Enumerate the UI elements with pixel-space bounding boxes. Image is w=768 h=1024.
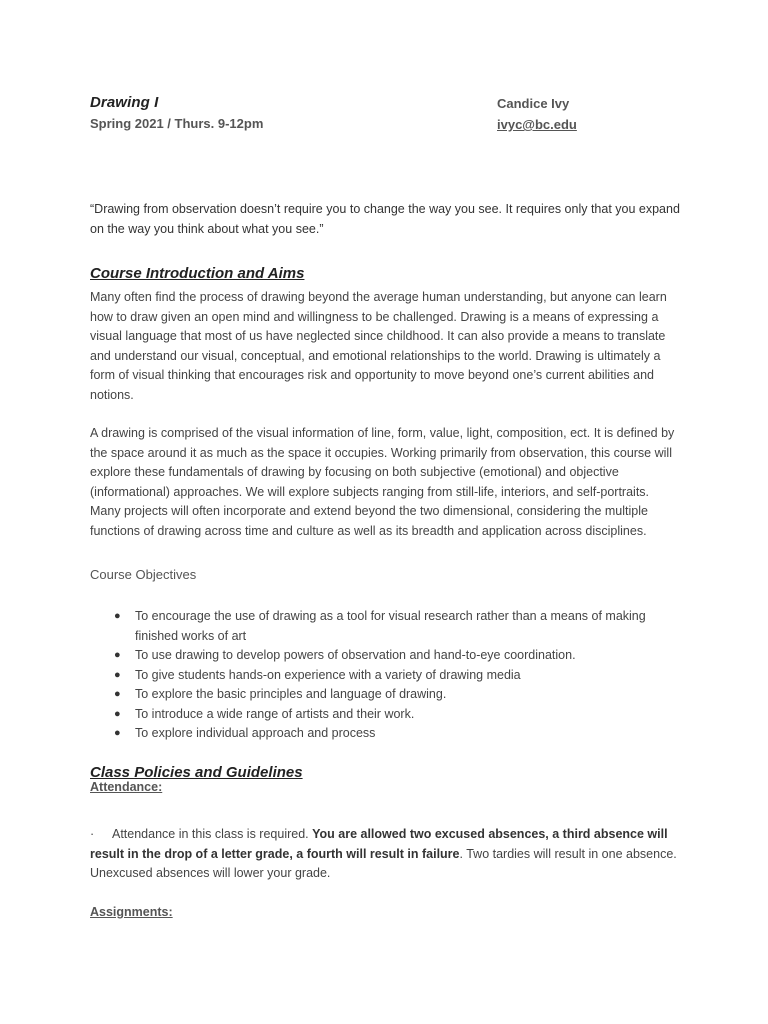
attendance-text-1: Attendance in this class is required. bbox=[112, 827, 313, 841]
list-item: ● To use drawing to develop powers of observation and hand-to-eye coordination. bbox=[90, 646, 670, 666]
list-item: ● To give students hands-on experience with a variety of drawing media bbox=[90, 666, 670, 686]
course-title: Drawing I bbox=[90, 94, 159, 111]
list-item: ● To encourage the use of drawing as a tool for visual research rather than a means of making finished works of art bbox=[114, 609, 646, 643]
list-item: ● To explore the basic principles and language of drawing. bbox=[90, 685, 670, 705]
attendance-paragraph bbox=[90, 825, 690, 884]
attendance-heading: Attendance: bbox=[90, 780, 163, 794]
course-term: Spring 2021 / Thurs. 9-12pm bbox=[90, 116, 264, 131]
bullet-icon: ● bbox=[114, 727, 121, 739]
attendance-text-bold: You are allowed two excused absences, a third absence will result in the drop of a letter grade, a fourth will result in failure bbox=[90, 827, 668, 861]
assignments-heading: Assignments: bbox=[90, 905, 173, 919]
opening-quote: “Drawing from observation doesn’t require you to change the way you see. It requires only that you expand on the way you think about what you see.” bbox=[90, 202, 680, 236]
attendance-text-2: . Two tardies will result in one absence. Unexcused absences will lower your grade. bbox=[90, 846, 677, 880]
bullet-icon: ● bbox=[114, 610, 121, 622]
bullet-icon: ● bbox=[114, 707, 121, 720]
intro-heading: Course Introduction and Aims bbox=[90, 265, 305, 282]
instructor-name: Candice Ivy bbox=[497, 96, 570, 111]
policies-heading: Class Policies and Guidelines bbox=[90, 764, 303, 781]
bullet-icon: ● bbox=[114, 688, 121, 700]
instructor-email-link[interactable]: ivyc@bc.edu bbox=[497, 117, 577, 132]
list-item: ● To explore individual approach and process bbox=[90, 724, 670, 744]
attendance-bullet: · bbox=[90, 827, 95, 841]
intro-paragraph-2: A drawing is comprised of the visual information of line, form, value, light, composition, ect. It is defined by the space around it as much as the space it occupies. Working primarily from observation, this course will explore these fundamentals of drawing by focusing on both subjective (emotional) and objective (informational) approaches. We will explore subjects ranging from still-life, interiors, and self-portraits. Many projects will often incorporate and extend beyond the two dimensional, considering the multiple functions of drawing across time and culture as well as its breadth and application across disciplines. bbox=[90, 426, 675, 538]
bullet-icon: ● bbox=[114, 668, 121, 681]
list-item: ● To introduce a wide range of artists and their work. bbox=[90, 705, 670, 725]
instructor-info bbox=[497, 96, 577, 134]
objectives-list bbox=[90, 607, 670, 744]
bullet-icon: ● bbox=[114, 649, 121, 661]
intro-paragraph-1: Many often find the process of drawing beyond the average human understanding, but anyone can learn how to draw given an open mind and willingness to be challenged. Drawing is a means of expressing a visual language that most of us have neglected since childhood. It can also provide a means to translate and understand our visual, conceptual, and emotional relationships to the world. Drawing is ultimately a form of visual thinking that encourages risk and opportunity to move beyond one’s current abilities and notions. bbox=[90, 290, 667, 402]
course-header bbox=[90, 94, 263, 131]
objectives-heading: Course Objectives bbox=[90, 567, 197, 582]
